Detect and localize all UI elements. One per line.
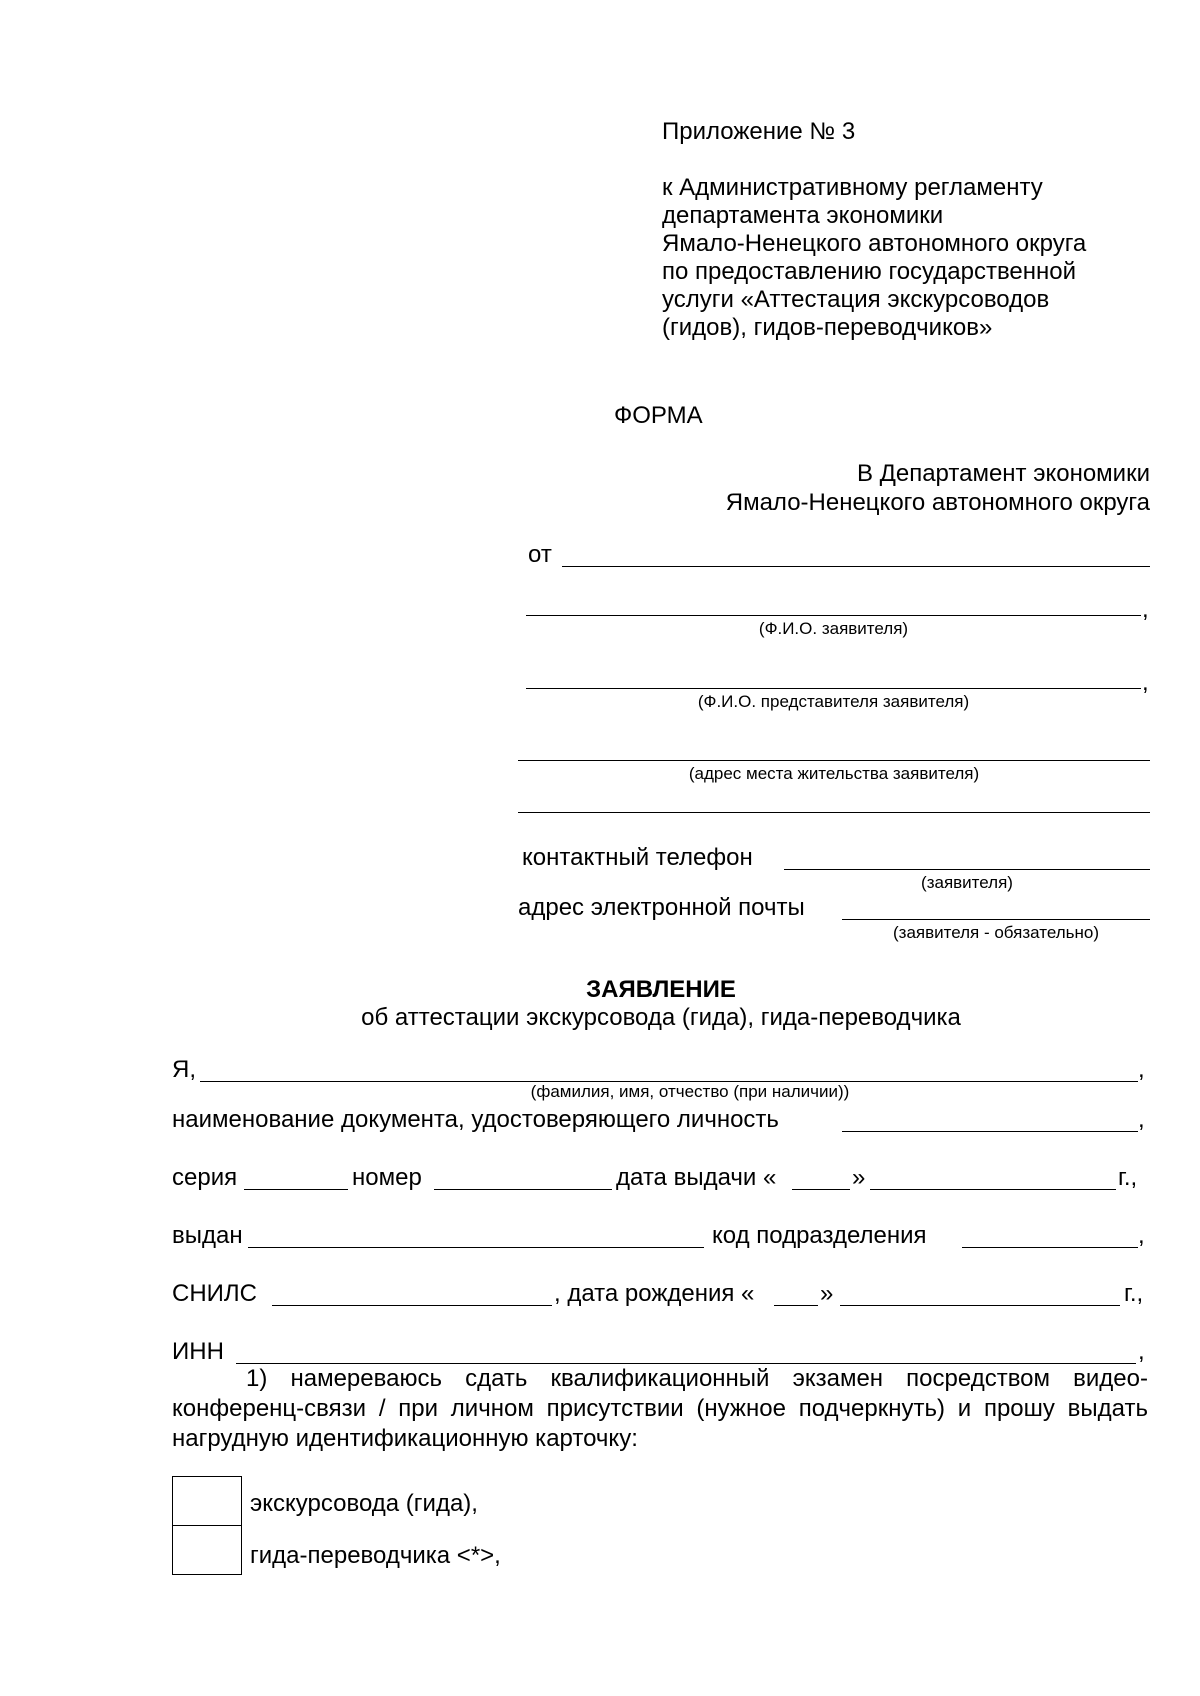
statement-title: ЗАЯВЛЕНИЕ (586, 976, 736, 1003)
snils-field[interactable] (272, 1305, 552, 1306)
birth-day-field[interactable] (774, 1305, 818, 1306)
division-code-label: код подразделения (712, 1222, 927, 1249)
addressee-line-2: Ямало-Ненецкого автономного округа (725, 489, 1150, 516)
from-label: от (528, 541, 552, 568)
interpreter-guide-option-label: гида-переводчика <*>, (250, 1542, 501, 1569)
quote-close: » (852, 1164, 866, 1191)
comma: , (1138, 1338, 1145, 1365)
comma: , (1138, 1056, 1145, 1083)
phone-field[interactable] (784, 869, 1150, 870)
phone-caption: (заявителя) (921, 873, 1013, 892)
comma: , (1142, 669, 1149, 696)
appendix-line: по предоставлению государственной (662, 258, 1077, 285)
applicant-name-field[interactable] (526, 615, 1141, 616)
comma: , (1142, 596, 1149, 623)
comma: , (1138, 1106, 1145, 1133)
from-field[interactable] (562, 566, 1150, 567)
issued-by-field[interactable] (248, 1247, 704, 1248)
issued-by-label: выдан (172, 1222, 243, 1249)
series-label: серия (172, 1164, 238, 1191)
representative-name-field[interactable] (526, 688, 1141, 689)
division-code-field[interactable] (962, 1247, 1138, 1248)
addressee-line-1: В Департамент экономики (856, 460, 1150, 487)
interpreter-guide-checkbox[interactable] (172, 1525, 242, 1575)
appendix-number: Приложение № 3 (662, 118, 856, 145)
appendix-line: к Административному регламенту (662, 174, 1043, 201)
quote-close: » (820, 1280, 834, 1307)
issue-day-field[interactable] (792, 1189, 850, 1190)
inn-label: ИНН (172, 1338, 224, 1365)
i-label: Я, (172, 1056, 196, 1083)
email-field[interactable] (842, 919, 1150, 920)
appendix-line: Ямало-Ненецкого автономного округа (662, 230, 1087, 257)
address-field-2[interactable] (518, 812, 1150, 813)
comma: , (1138, 1222, 1145, 1249)
guide-checkbox[interactable] (172, 1476, 242, 1526)
statement-subtitle: об аттестации экскурсовода (гида), гида-переводчика (361, 1004, 961, 1031)
guide-option-label: экскурсовода (гида), (250, 1490, 478, 1517)
applicant-name-caption: (Ф.И.О. заявителя) (758, 619, 909, 638)
series-field[interactable] (244, 1189, 348, 1190)
address-field-1[interactable] (518, 760, 1150, 761)
appendix-line: департамента экономики (662, 202, 944, 229)
email-caption: (заявителя - обязательно) (892, 923, 1100, 942)
year-suffix: г., (1124, 1280, 1144, 1307)
number-field[interactable] (434, 1189, 612, 1190)
paragraph-1: 1) намереваюсь сдать квалификационный экзамен посредством видео-конференц-связи / при личном присутствии (нужное подчеркнуть) и прошу выдать нагрудную идентификационную карточку: (172, 1365, 1148, 1452)
representative-caption: (Ф.И.О. представителя заявителя) (697, 692, 970, 711)
number-label: номер (352, 1164, 422, 1191)
issue-date-label: дата выдачи « (616, 1164, 777, 1191)
birth-month-year-field[interactable] (840, 1305, 1120, 1306)
id-document-label: наименование документа, удостоверяющего личность (172, 1106, 779, 1133)
email-label: адрес электронной почты (518, 894, 805, 921)
phone-label: контактный телефон (522, 844, 753, 871)
form-label: ФОРМА (614, 402, 703, 429)
appendix-line: (гидов), гидов-переводчиков» (662, 314, 993, 341)
snils-label: СНИЛС (172, 1280, 257, 1307)
full-name-caption: (фамилия, имя, отчество (при наличии)) (530, 1082, 850, 1101)
birth-date-label: , дата рождения « (554, 1280, 755, 1307)
address-caption: (адрес места жительства заявителя) (688, 764, 980, 783)
issue-month-year-field[interactable] (870, 1189, 1116, 1190)
year-suffix: г., (1118, 1164, 1138, 1191)
appendix-line: услуги «Аттестация экскурсоводов (662, 286, 1050, 313)
id-document-field[interactable] (842, 1131, 1138, 1132)
